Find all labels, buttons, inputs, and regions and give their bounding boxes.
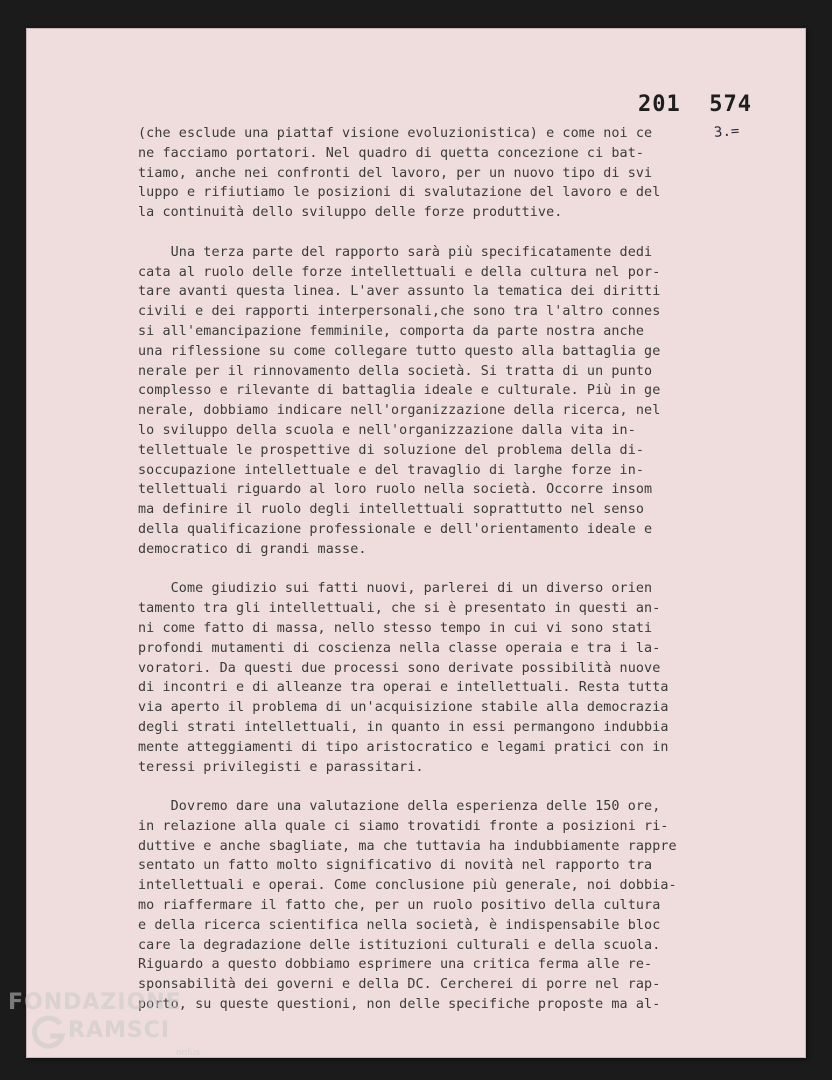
text-line: intellettuali e operai. Come conclusione più generale, noi dobbia- [138, 878, 677, 894]
text-line: luppo e rifiutiamo le posizioni di svalutazione del lavoro e del [138, 185, 661, 201]
paragraph [138, 797, 768, 1015]
text-line: nerale per il rinnovamento della società. Si tratta di un punto [138, 363, 653, 379]
text-line: si all'emancipazione femminile, comporta da parte nostra anche [138, 323, 645, 339]
text-line: tellettuali riguardo al loro ruolo nella società. Occorre insom [138, 482, 653, 498]
archive-number: 201 574 [638, 92, 752, 117]
text-line: porto, su queste questioni, non delle specifiche proposte ma al- [138, 997, 661, 1013]
text-line: lo sviluppo della scuola e nell'organizzazione dalla vita in- [138, 422, 636, 438]
text-line: ni come fatto di massa, nello stesso tempo in cui vi sono stati [138, 620, 653, 636]
text-line: tare avanti questa linea. L'aver assunto la tematica dei diritti [138, 284, 661, 300]
text-line: Una terza parte del rapporto sarà più specificatamente dedi [138, 244, 653, 260]
text-line: mente atteggiamenti di tipo aristocratico e legami pratici con in [138, 739, 669, 755]
text-line: care la degradazione delle istituzioni culturali e della scuola. [138, 937, 661, 953]
paragraph [138, 579, 768, 777]
text-line: in relazione alla quale ci siamo trovatidi fronte a posizioni ri- [138, 818, 669, 834]
text-line: teressi privilegisti e parassitari. [138, 759, 424, 775]
text-line: duttive e anche sbagliate, ma che tuttavia ha indubbiamente rappre [138, 838, 677, 854]
text-line: tiamo, anche nei confronti del lavoro, per un nuovo tipo di svi [138, 165, 653, 181]
gramsci-g-logo-icon [30, 1014, 68, 1052]
text-line: complesso e rilevante di battaglia ideale e culturale. Più in ge [138, 383, 661, 399]
text-line: ne facciamo portatori. Nel quadro di quetta concezione ci bat- [138, 145, 645, 161]
text-line: Come giudizio sui fatti nuovi, parlerei di un diverso orien [138, 581, 653, 597]
text-line: tellettuale le prospettive di soluzione del problema della di- [138, 442, 645, 458]
handwritten-page-number: 3.= [713, 123, 740, 141]
watermark-line-2: RAMSCI [68, 1018, 171, 1043]
text-line: Riguardo a questo dobbiamo esprimere una critica ferma alle re- [138, 957, 653, 973]
text-line: una riflessione su come collegare tutto questo alla battaglia ge [138, 343, 661, 359]
text-line: la continuità dello sviluppo delle forze produttive. [138, 205, 563, 221]
watermark-line-1: FONDAZIONE [8, 990, 182, 1015]
text-line: sentato un fatto molto significativo di novità nel rapporto tra [138, 858, 653, 874]
fondazione-gramsci-watermark [8, 990, 218, 1070]
text-line: (che esclude una piattaf visione evoluzionistica) e come noi ce [138, 126, 653, 141]
text-line: e della ricerca scientifica nella società, è indispensabile bloc [138, 917, 661, 933]
text-line: voratori. Da questi due processi sono derivate possibilità nuove [138, 660, 661, 676]
text-line: degli strati intellettuali, in quanto in essi permangono indubbia [138, 719, 669, 735]
text-line: della qualificazione professionale e dell'orientamento ideale e [138, 521, 653, 537]
text-line: soccupazione intellettuale e del travaglio di larghe forze in- [138, 462, 645, 478]
text-line: di incontri e di alleanze tra operai e intellettuali. Resta tutta [138, 680, 669, 696]
text-line: ma definire il ruolo degli intellettuali soprattutto nel senso [138, 502, 645, 518]
text-line: Dovremo dare una valutazione della esperienza delle 150 ore, [138, 799, 661, 815]
text-line: sponsabilità dei governi e della DC. Cercherei di porre nel rap- [138, 977, 661, 993]
paragraph [138, 124, 768, 223]
text-line: via aperto il problema di un'acquisizione stabile alla democrazia [138, 700, 669, 716]
text-line: cata al ruolo delle forze intellettuali e della cultura nel por- [138, 264, 661, 280]
text-line: profondi mutamenti di coscienza nella classe operaia e tra i la- [138, 640, 661, 656]
watermark-suffix: onlus [176, 1048, 201, 1058]
text-line: civili e dei rapporti interpersonali,che sono tra l'altro connes [138, 304, 661, 320]
text-line: tamento tra gli intellettuali, che si è presentato in questi an- [138, 601, 661, 617]
text-line: nerale, dobbiamo indicare nell'organizzazione della ricerca, nel [138, 403, 661, 419]
text-line: democratico di grandi masse. [138, 541, 367, 557]
typewritten-body [138, 124, 768, 1015]
text-line: mo riaffermare il fatto che, per un ruolo positivo della cultura [138, 898, 661, 914]
paragraph [138, 243, 768, 560]
